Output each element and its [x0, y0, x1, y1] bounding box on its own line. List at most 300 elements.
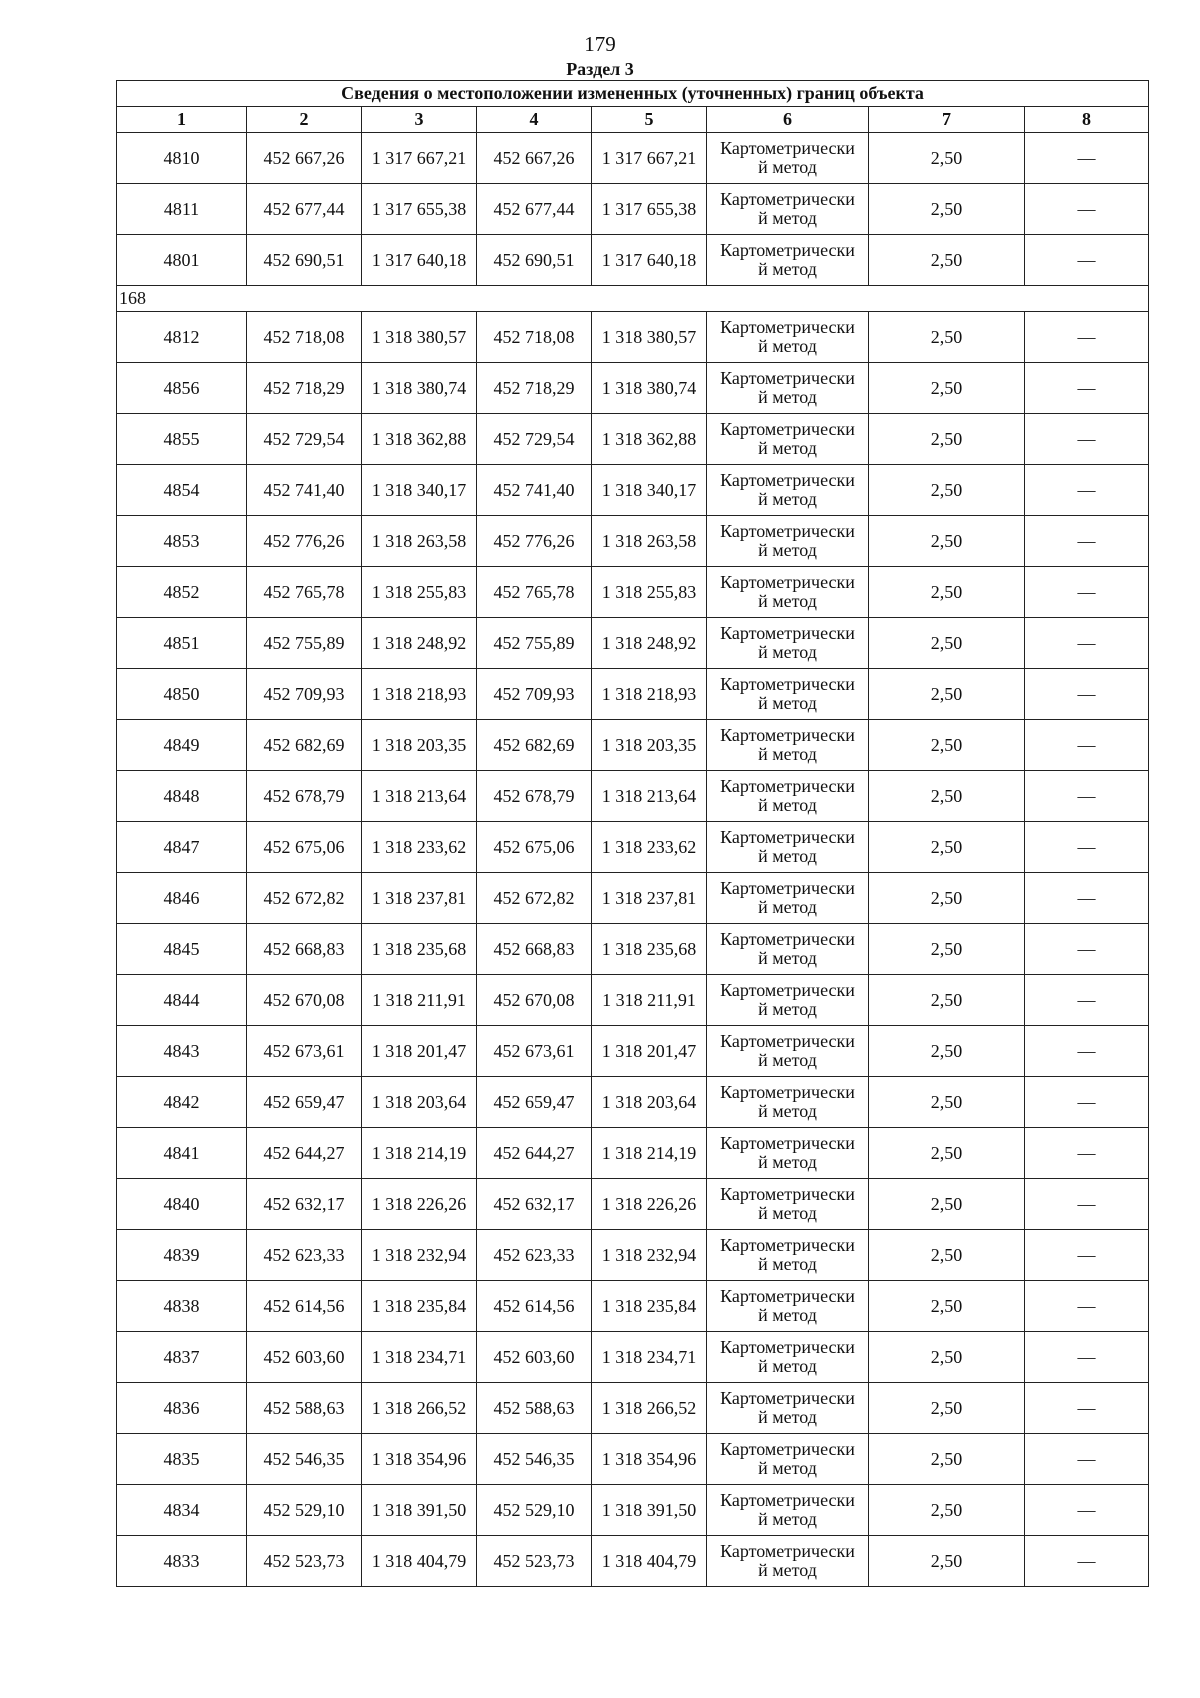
cell-col-5: 1 318 380,74	[592, 363, 707, 414]
method-text-line: й метод	[758, 336, 817, 356]
cell-col-6	[707, 975, 869, 1026]
cell-col-4: 452 603,60	[477, 1332, 592, 1383]
method-text-line: Картометрически	[720, 189, 855, 209]
method-text-line: й метод	[758, 1254, 817, 1274]
cell-col-8: —	[1025, 1026, 1149, 1077]
method-text-line: й метод	[758, 259, 817, 279]
group-label: 168	[117, 286, 1149, 312]
cell-col-2: 452 523,73	[247, 1536, 362, 1587]
cell-col-7: 2,50	[869, 1077, 1025, 1128]
cell-col-5: 1 318 214,19	[592, 1128, 707, 1179]
cell-col-5: 1 318 266,52	[592, 1383, 707, 1434]
method-text-line: Картометрически	[720, 1031, 855, 1051]
cell-col-6	[707, 1536, 869, 1587]
method-text-line: Картометрически	[720, 674, 855, 694]
table-row	[117, 184, 1149, 235]
cell-col-4: 452 623,33	[477, 1230, 592, 1281]
cell-col-3: 1 318 234,71	[362, 1332, 477, 1383]
method-text-line: й метод	[758, 948, 817, 968]
method-text-line: й метод	[758, 540, 817, 560]
cell-col-5: 1 318 380,57	[592, 312, 707, 363]
cell-col-7: 2,50	[869, 1383, 1025, 1434]
table-row	[117, 1179, 1149, 1230]
cell-col-8: —	[1025, 184, 1149, 235]
table-row	[117, 771, 1149, 822]
cell-col-4: 452 765,78	[477, 567, 592, 618]
cell-col-5: 1 318 211,91	[592, 975, 707, 1026]
cell-col-2: 452 776,26	[247, 516, 362, 567]
cell-col-1: 4843	[117, 1026, 247, 1077]
method-text-line: Картометрически	[720, 317, 855, 337]
cell-col-6	[707, 1485, 869, 1536]
method-text-line: Картометрически	[720, 725, 855, 745]
table-row	[117, 720, 1149, 771]
method-text-line: Картометрически	[720, 1439, 855, 1459]
cell-col-5: 1 317 667,21	[592, 133, 707, 184]
cell-col-7: 2,50	[869, 363, 1025, 414]
cell-col-4: 452 718,29	[477, 363, 592, 414]
cell-col-2: 452 682,69	[247, 720, 362, 771]
cell-col-5: 1 318 235,84	[592, 1281, 707, 1332]
cell-col-8: —	[1025, 465, 1149, 516]
cell-col-2: 452 632,17	[247, 1179, 362, 1230]
page-number: 179	[584, 32, 616, 56]
cell-col-3: 1 318 391,50	[362, 1485, 477, 1536]
method-text-line: Картометрически	[720, 240, 855, 260]
table-row	[117, 1332, 1149, 1383]
cell-col-1: 4834	[117, 1485, 247, 1536]
coordinates-table	[116, 80, 1149, 1587]
cell-col-3: 1 318 226,26	[362, 1179, 477, 1230]
column-header-6: 6	[707, 107, 869, 133]
cell-col-1: 4835	[117, 1434, 247, 1485]
cell-col-8: —	[1025, 771, 1149, 822]
cell-col-8: —	[1025, 1281, 1149, 1332]
cell-col-7: 2,50	[869, 1281, 1025, 1332]
cell-col-4: 452 673,61	[477, 1026, 592, 1077]
cell-col-4: 452 682,69	[477, 720, 592, 771]
method-text-line: Картометрически	[720, 521, 855, 541]
method-text-line: Картометрически	[720, 623, 855, 643]
cell-col-6	[707, 516, 869, 567]
method-text-line: й метод	[758, 438, 817, 458]
cell-col-3: 1 318 248,92	[362, 618, 477, 669]
cell-col-8: —	[1025, 822, 1149, 873]
cell-col-2: 452 709,93	[247, 669, 362, 720]
column-header-8: 8	[1025, 107, 1149, 133]
method-text-line: Картометрически	[720, 368, 855, 388]
section-title: Раздел 3	[566, 59, 634, 79]
cell-col-1: 4851	[117, 618, 247, 669]
cell-col-6	[707, 1230, 869, 1281]
cell-col-6	[707, 1281, 869, 1332]
cell-col-8: —	[1025, 133, 1149, 184]
table-row	[117, 1026, 1149, 1077]
cell-col-1: 4854	[117, 465, 247, 516]
table-row	[117, 133, 1149, 184]
cell-col-5: 1 318 354,96	[592, 1434, 707, 1485]
cell-col-7: 2,50	[869, 133, 1025, 184]
cell-col-3: 1 318 235,84	[362, 1281, 477, 1332]
cell-col-4: 452 670,08	[477, 975, 592, 1026]
method-text-line: й метод	[758, 1560, 817, 1580]
cell-col-8: —	[1025, 720, 1149, 771]
cell-col-4: 452 614,56	[477, 1281, 592, 1332]
cell-col-7: 2,50	[869, 1434, 1025, 1485]
method-text-line: й метод	[758, 1407, 817, 1427]
table-caption: Сведения о местоположении измененных (уточненных) границ объекта	[117, 81, 1149, 107]
cell-col-1: 4849	[117, 720, 247, 771]
cell-col-2: 452 659,47	[247, 1077, 362, 1128]
cell-col-6	[707, 1434, 869, 1485]
cell-col-3: 1 318 203,64	[362, 1077, 477, 1128]
cell-col-8: —	[1025, 1230, 1149, 1281]
cell-col-3: 1 318 233,62	[362, 822, 477, 873]
column-header-5: 5	[592, 107, 707, 133]
method-text-line: й метод	[758, 1152, 817, 1172]
cell-col-7: 2,50	[869, 669, 1025, 720]
table-row	[117, 1281, 1149, 1332]
method-text-line: Картометрически	[720, 572, 855, 592]
table-row	[117, 1383, 1149, 1434]
cell-col-7: 2,50	[869, 822, 1025, 873]
table-row	[117, 1485, 1149, 1536]
cell-col-6	[707, 465, 869, 516]
cell-col-8: —	[1025, 1128, 1149, 1179]
cell-col-8: —	[1025, 567, 1149, 618]
cell-col-4: 452 659,47	[477, 1077, 592, 1128]
method-text-line: Картометрически	[720, 470, 855, 490]
cell-col-1: 4833	[117, 1536, 247, 1587]
cell-col-2: 452 667,26	[247, 133, 362, 184]
cell-col-1: 4839	[117, 1230, 247, 1281]
cell-col-6	[707, 771, 869, 822]
cell-col-6	[707, 1128, 869, 1179]
cell-col-1: 4846	[117, 873, 247, 924]
cell-col-8: —	[1025, 669, 1149, 720]
cell-col-8: —	[1025, 873, 1149, 924]
cell-col-5: 1 318 362,88	[592, 414, 707, 465]
cell-col-7: 2,50	[869, 1230, 1025, 1281]
cell-col-1: 4840	[117, 1179, 247, 1230]
cell-col-4: 452 709,93	[477, 669, 592, 720]
cell-col-4: 452 729,54	[477, 414, 592, 465]
cell-col-8: —	[1025, 516, 1149, 567]
cell-col-5: 1 318 232,94	[592, 1230, 707, 1281]
cell-col-4: 452 718,08	[477, 312, 592, 363]
table-row	[117, 516, 1149, 567]
cell-col-4: 452 644,27	[477, 1128, 592, 1179]
method-text-line: Картометрически	[720, 1490, 855, 1510]
cell-col-6	[707, 1026, 869, 1077]
cell-col-7: 2,50	[869, 771, 1025, 822]
cell-col-7: 2,50	[869, 720, 1025, 771]
cell-col-6	[707, 669, 869, 720]
method-text-line: Картометрически	[720, 1541, 855, 1561]
group-row	[117, 286, 1149, 312]
cell-col-7: 2,50	[869, 235, 1025, 286]
method-text-line: й метод	[758, 1203, 817, 1223]
method-text-line: й метод	[758, 795, 817, 815]
cell-col-6	[707, 1077, 869, 1128]
cell-col-5: 1 318 235,68	[592, 924, 707, 975]
cell-col-7: 2,50	[869, 1332, 1025, 1383]
method-text-line: Картометрически	[720, 827, 855, 847]
cell-col-6	[707, 1383, 869, 1434]
table-row	[117, 567, 1149, 618]
cell-col-2: 452 675,06	[247, 822, 362, 873]
cell-col-8: —	[1025, 924, 1149, 975]
method-text-line: й метод	[758, 1509, 817, 1529]
cell-col-5: 1 318 391,50	[592, 1485, 707, 1536]
cell-col-7: 2,50	[869, 465, 1025, 516]
cell-col-6	[707, 414, 869, 465]
table-row	[117, 1230, 1149, 1281]
method-text-line: Картометрически	[720, 878, 855, 898]
cell-col-1: 4852	[117, 567, 247, 618]
table-row	[117, 465, 1149, 516]
cell-col-4: 452 677,44	[477, 184, 592, 235]
cell-col-2: 452 718,08	[247, 312, 362, 363]
cell-col-1: 4850	[117, 669, 247, 720]
method-text-line: й метод	[758, 208, 817, 228]
cell-col-3: 1 318 362,88	[362, 414, 477, 465]
method-text-line: й метод	[758, 1305, 817, 1325]
cell-col-1: 4838	[117, 1281, 247, 1332]
cell-col-2: 452 529,10	[247, 1485, 362, 1536]
cell-col-3: 1 318 380,57	[362, 312, 477, 363]
column-header-1: 1	[117, 107, 247, 133]
method-text-line: Картометрически	[720, 929, 855, 949]
cell-col-4: 452 741,40	[477, 465, 592, 516]
cell-col-4: 452 523,73	[477, 1536, 592, 1587]
cell-col-1: 4810	[117, 133, 247, 184]
cell-col-1: 4845	[117, 924, 247, 975]
cell-col-1: 4847	[117, 822, 247, 873]
cell-col-8: —	[1025, 414, 1149, 465]
cell-col-5: 1 318 263,58	[592, 516, 707, 567]
cell-col-5: 1 318 404,79	[592, 1536, 707, 1587]
table-row	[117, 1128, 1149, 1179]
cell-col-8: —	[1025, 1179, 1149, 1230]
method-text-line: й метод	[758, 1101, 817, 1121]
cell-col-2: 452 672,82	[247, 873, 362, 924]
cell-col-2: 452 603,60	[247, 1332, 362, 1383]
cell-col-1: 4855	[117, 414, 247, 465]
cell-col-4: 452 529,10	[477, 1485, 592, 1536]
cell-col-4: 452 667,26	[477, 133, 592, 184]
cell-col-7: 2,50	[869, 414, 1025, 465]
cell-col-1: 4853	[117, 516, 247, 567]
cell-col-4: 452 632,17	[477, 1179, 592, 1230]
method-text-line: й метод	[758, 744, 817, 764]
column-header-2: 2	[247, 107, 362, 133]
column-header-4: 4	[477, 107, 592, 133]
cell-col-5: 1 318 234,71	[592, 1332, 707, 1383]
cell-col-2: 452 546,35	[247, 1434, 362, 1485]
table-caption-row	[117, 81, 1149, 107]
cell-col-2: 452 614,56	[247, 1281, 362, 1332]
cell-col-6	[707, 924, 869, 975]
method-text-line: й метод	[758, 1356, 817, 1376]
method-text-line: Картометрически	[720, 776, 855, 796]
method-text-line: й метод	[758, 591, 817, 611]
table-row	[117, 873, 1149, 924]
cell-col-6	[707, 567, 869, 618]
cell-col-7: 2,50	[869, 618, 1025, 669]
table-header-row	[117, 107, 1149, 133]
cell-col-3: 1 318 232,94	[362, 1230, 477, 1281]
cell-col-1: 4836	[117, 1383, 247, 1434]
cell-col-6	[707, 822, 869, 873]
method-text-line: й метод	[758, 846, 817, 866]
method-text-line: Картометрически	[720, 1286, 855, 1306]
table-row	[117, 312, 1149, 363]
cell-col-1: 4848	[117, 771, 247, 822]
cell-col-3: 1 318 354,96	[362, 1434, 477, 1485]
cell-col-3: 1 318 404,79	[362, 1536, 477, 1587]
cell-col-6	[707, 363, 869, 414]
table-row	[117, 1434, 1149, 1485]
cell-col-3: 1 318 214,19	[362, 1128, 477, 1179]
cell-col-8: —	[1025, 1332, 1149, 1383]
cell-col-3: 1 317 667,21	[362, 133, 477, 184]
cell-col-7: 2,50	[869, 312, 1025, 363]
cell-col-2: 452 670,08	[247, 975, 362, 1026]
cell-col-3: 1 318 380,74	[362, 363, 477, 414]
cell-col-4: 452 546,35	[477, 1434, 592, 1485]
cell-col-3: 1 318 235,68	[362, 924, 477, 975]
cell-col-8: —	[1025, 618, 1149, 669]
method-text-line: й метод	[758, 387, 817, 407]
cell-col-3: 1 318 237,81	[362, 873, 477, 924]
cell-col-3: 1 318 201,47	[362, 1026, 477, 1077]
method-text-line: Картометрически	[720, 1235, 855, 1255]
cell-col-3: 1 318 340,17	[362, 465, 477, 516]
method-text-line: й метод	[758, 1458, 817, 1478]
method-text-line: й метод	[758, 693, 817, 713]
cell-col-8: —	[1025, 1536, 1149, 1587]
cell-col-7: 2,50	[869, 975, 1025, 1026]
cell-col-5: 1 317 640,18	[592, 235, 707, 286]
table-row	[117, 822, 1149, 873]
cell-col-5: 1 318 203,64	[592, 1077, 707, 1128]
table-row	[117, 618, 1149, 669]
cell-col-6	[707, 720, 869, 771]
cell-col-4: 452 668,83	[477, 924, 592, 975]
cell-col-2: 452 673,61	[247, 1026, 362, 1077]
cell-col-6	[707, 1332, 869, 1383]
method-text-line: Картометрически	[720, 1337, 855, 1357]
cell-col-8: —	[1025, 975, 1149, 1026]
cell-col-5: 1 318 203,35	[592, 720, 707, 771]
cell-col-7: 2,50	[869, 924, 1025, 975]
cell-col-2: 452 755,89	[247, 618, 362, 669]
cell-col-2: 452 718,29	[247, 363, 362, 414]
cell-col-2: 452 588,63	[247, 1383, 362, 1434]
method-text-line: Картометрически	[720, 1184, 855, 1204]
cell-col-5: 1 318 340,17	[592, 465, 707, 516]
table-row	[117, 669, 1149, 720]
cell-col-2: 452 644,27	[247, 1128, 362, 1179]
cell-col-8: —	[1025, 1434, 1149, 1485]
cell-col-1: 4837	[117, 1332, 247, 1383]
cell-col-3: 1 317 640,18	[362, 235, 477, 286]
cell-col-2: 452 741,40	[247, 465, 362, 516]
cell-col-6	[707, 133, 869, 184]
cell-col-4: 452 755,89	[477, 618, 592, 669]
method-text-line: й метод	[758, 999, 817, 1019]
cell-col-3: 1 318 255,83	[362, 567, 477, 618]
cell-col-4: 452 672,82	[477, 873, 592, 924]
column-header-7: 7	[869, 107, 1025, 133]
method-text-line: Картометрически	[720, 980, 855, 1000]
table-row	[117, 1536, 1149, 1587]
cell-col-3: 1 318 213,64	[362, 771, 477, 822]
cell-col-3: 1 318 263,58	[362, 516, 477, 567]
cell-col-7: 2,50	[869, 567, 1025, 618]
cell-col-7: 2,50	[869, 1485, 1025, 1536]
cell-col-2: 452 678,79	[247, 771, 362, 822]
cell-col-3: 1 318 203,35	[362, 720, 477, 771]
cell-col-3: 1 318 211,91	[362, 975, 477, 1026]
cell-col-7: 2,50	[869, 1026, 1025, 1077]
cell-col-8: —	[1025, 312, 1149, 363]
cell-col-2: 452 668,83	[247, 924, 362, 975]
cell-col-7: 2,50	[869, 873, 1025, 924]
cell-col-1: 4842	[117, 1077, 247, 1128]
table-row	[117, 363, 1149, 414]
cell-col-4: 452 675,06	[477, 822, 592, 873]
cell-col-5: 1 318 213,64	[592, 771, 707, 822]
method-text-line: Картометрически	[720, 419, 855, 439]
cell-col-2: 452 677,44	[247, 184, 362, 235]
cell-col-2: 452 765,78	[247, 567, 362, 618]
cell-col-8: —	[1025, 1383, 1149, 1434]
cell-col-7: 2,50	[869, 1179, 1025, 1230]
cell-col-4: 452 678,79	[477, 771, 592, 822]
table-row	[117, 414, 1149, 465]
cell-col-5: 1 317 655,38	[592, 184, 707, 235]
cell-col-7: 2,50	[869, 184, 1025, 235]
table-row	[117, 924, 1149, 975]
cell-col-1: 4841	[117, 1128, 247, 1179]
cell-col-5: 1 318 255,83	[592, 567, 707, 618]
cell-col-7: 2,50	[869, 1128, 1025, 1179]
table-row	[117, 1077, 1149, 1128]
column-header-3: 3	[362, 107, 477, 133]
cell-col-1: 4844	[117, 975, 247, 1026]
cell-col-8: —	[1025, 235, 1149, 286]
cell-col-8: —	[1025, 1077, 1149, 1128]
cell-col-3: 1 318 218,93	[362, 669, 477, 720]
cell-col-4: 452 690,51	[477, 235, 592, 286]
method-text-line: й метод	[758, 157, 817, 177]
method-text-line: й метод	[758, 897, 817, 917]
table-row	[117, 975, 1149, 1026]
cell-col-6	[707, 184, 869, 235]
cell-col-5: 1 318 226,26	[592, 1179, 707, 1230]
method-text-line: Картометрически	[720, 1082, 855, 1102]
cell-col-6	[707, 1179, 869, 1230]
cell-col-5: 1 318 201,47	[592, 1026, 707, 1077]
method-text-line: й метод	[758, 1050, 817, 1070]
cell-col-5: 1 318 218,93	[592, 669, 707, 720]
method-text-line: Картометрически	[720, 1388, 855, 1408]
cell-col-8: —	[1025, 1485, 1149, 1536]
cell-col-1: 4801	[117, 235, 247, 286]
cell-col-1: 4856	[117, 363, 247, 414]
